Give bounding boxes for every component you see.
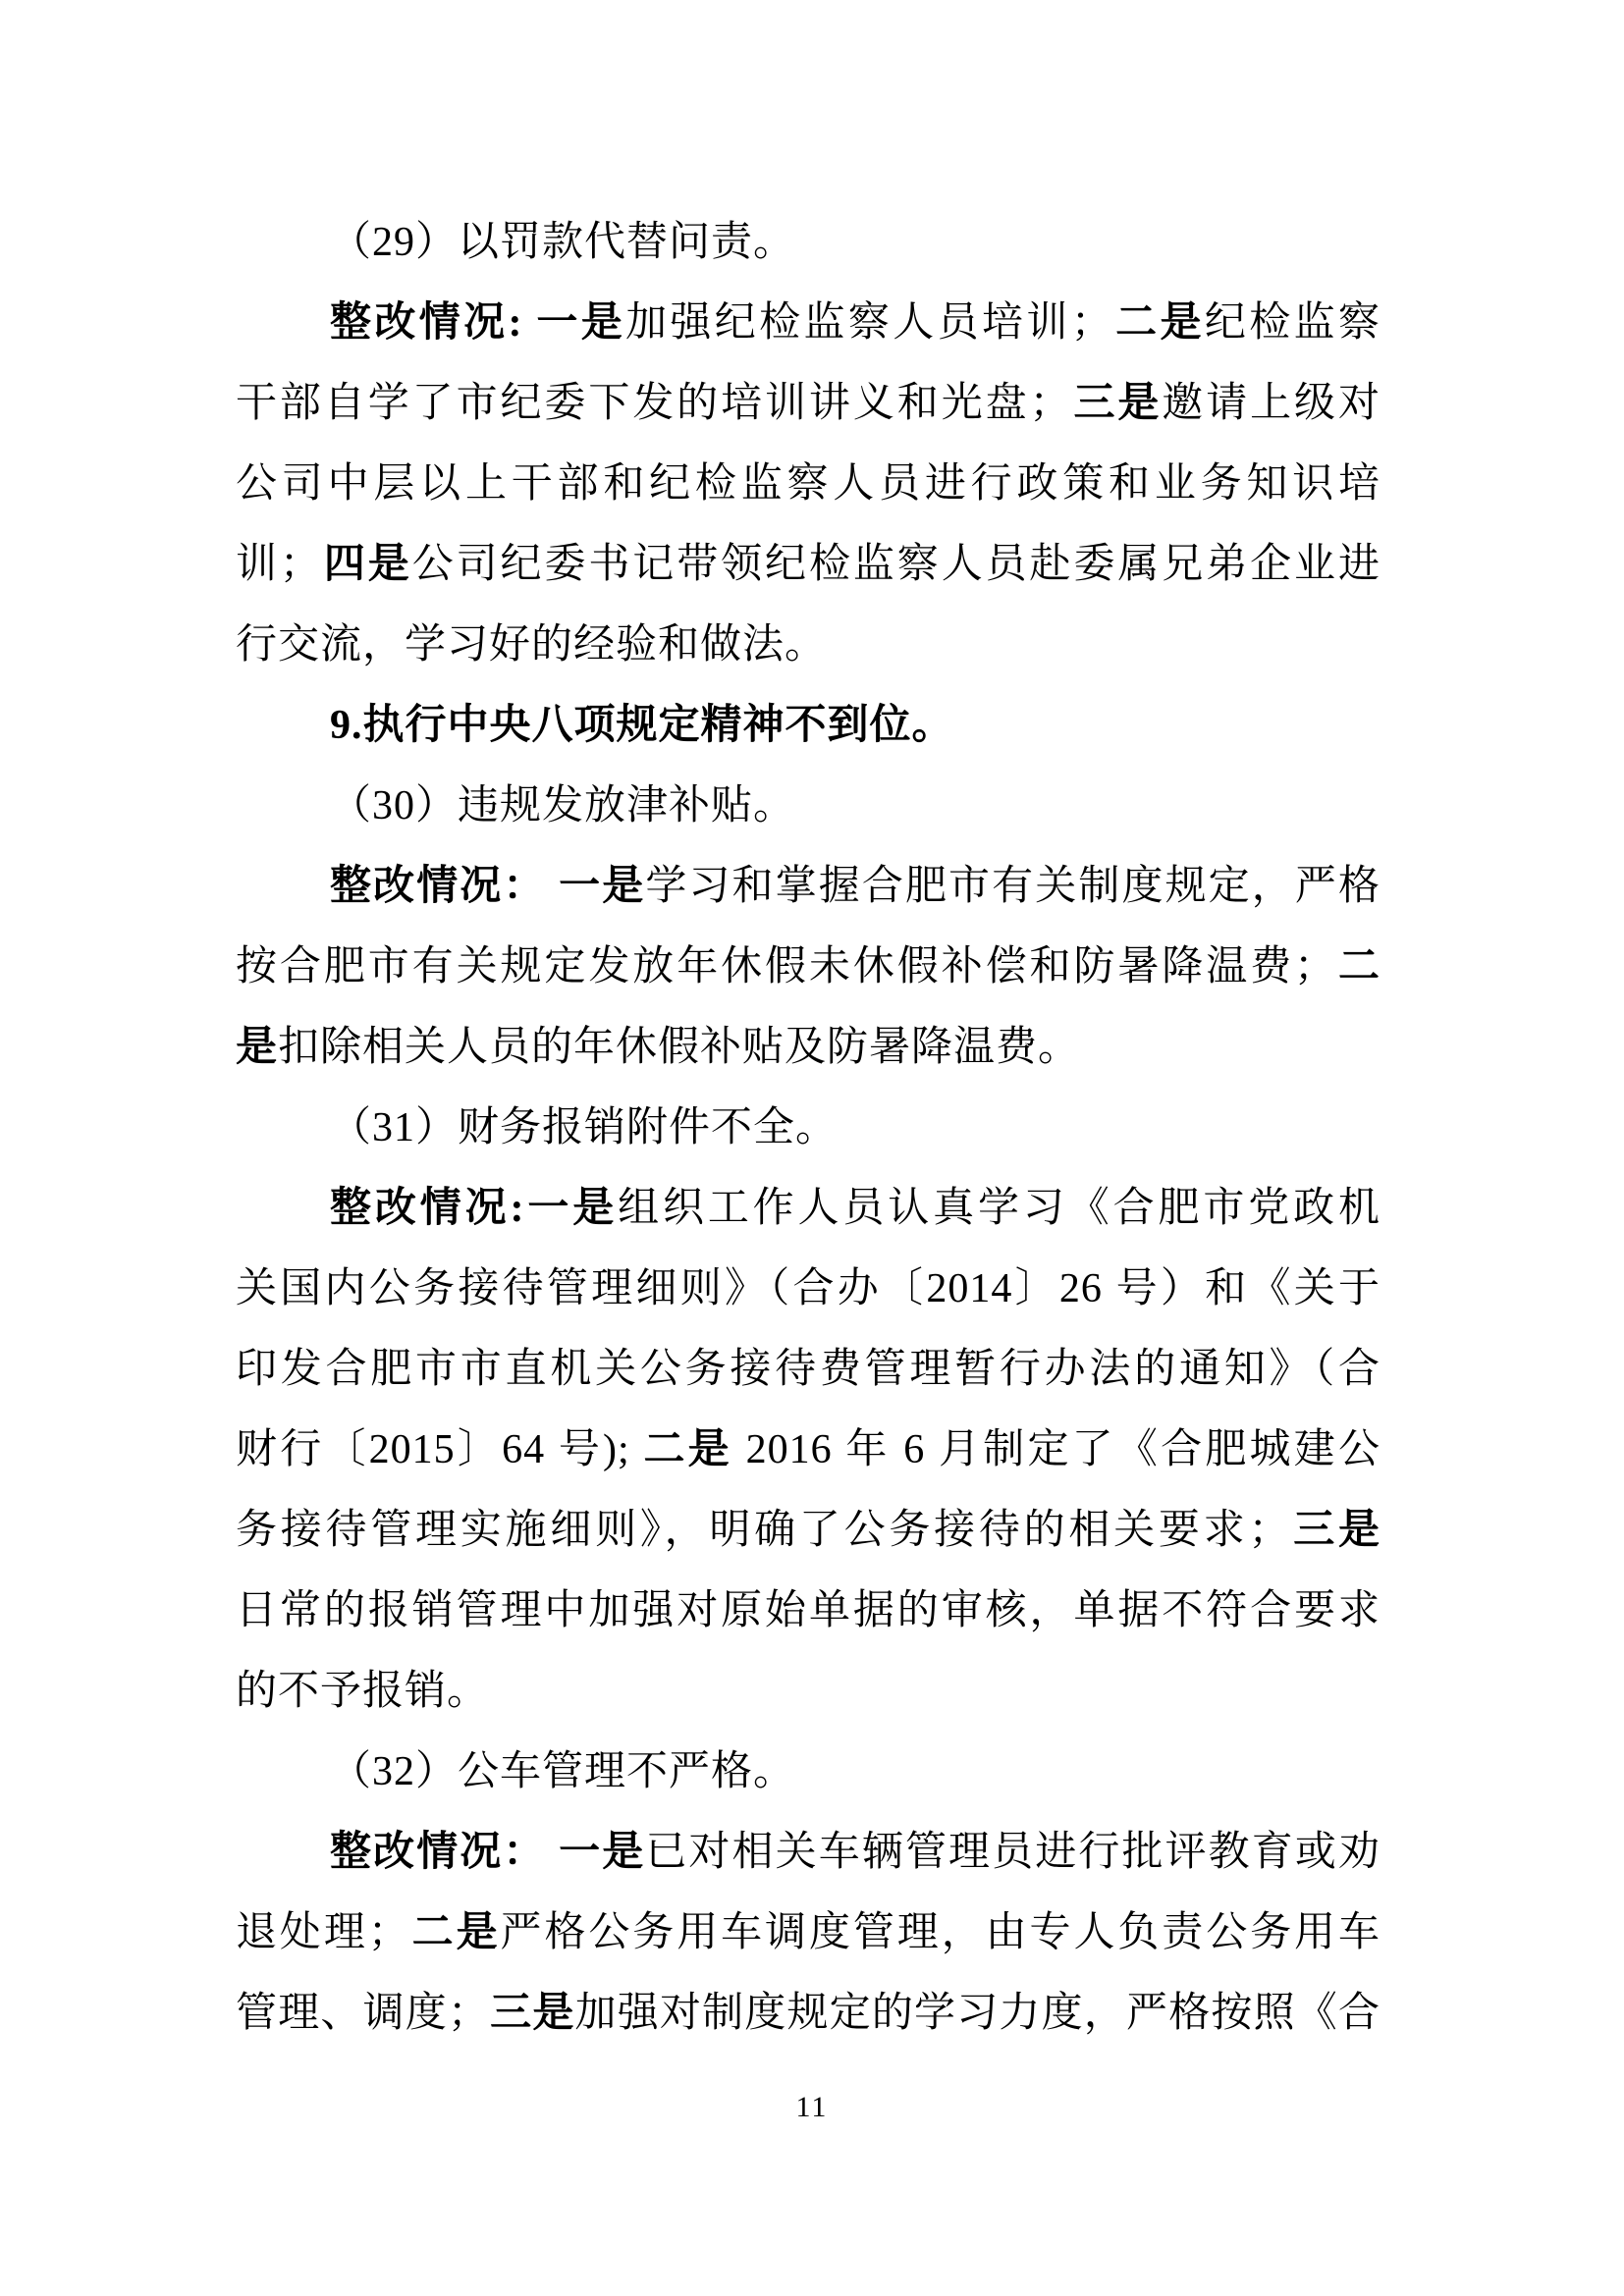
text-segment: 行交流，学习好的经验和做法。 (236, 622, 828, 667)
text-segment: （30）违规发放津补贴。 (330, 783, 796, 828)
text-line (236, 1088, 1380, 1168)
text-segment: 关国内公务接待管理细则》（合办〔2014〕26 号）和《关于 (236, 1266, 1380, 1311)
text-line (236, 1732, 1380, 1812)
text-line (236, 1973, 1380, 2054)
text-segment: 组织工作人员认真学习《合肥市党政机 (618, 1186, 1380, 1231)
text-line (236, 1168, 1380, 1249)
text-line (236, 202, 1380, 283)
text-line (236, 1812, 1380, 1893)
text-line (236, 1249, 1380, 1329)
bold-text-segment: 三是 (1071, 381, 1163, 426)
text-line (236, 524, 1380, 605)
text-line (236, 1007, 1380, 1088)
document-body (236, 202, 1380, 2054)
bold-text-segment: 三是 (489, 1991, 575, 2036)
text-line (236, 605, 1380, 685)
text-line (236, 1329, 1380, 1410)
text-segment: 加强纪检监察人员培训； (625, 300, 1113, 346)
text-segment: 邀请上级对 (1162, 381, 1380, 426)
text-line (236, 283, 1380, 363)
text-line (236, 363, 1380, 444)
text-segment: 日常的报销管理中加强对原始单据的审核，单据不符合要求 (236, 1588, 1380, 1633)
text-line (236, 927, 1380, 1007)
bold-text-segment: 是 (236, 1025, 279, 1070)
bold-text-segment: 四是 (321, 542, 412, 587)
text-segment: 印发合肥市市直机关公务接待费管理暂行办法的通知》（合 (236, 1347, 1380, 1392)
text-segment: 按合肥市有关规定发放年休假未休假补偿和防暑降温费； (236, 944, 1337, 989)
text-segment: 的不予报销。 (236, 1669, 490, 1714)
text-segment: 务接待管理实施细则》，明确了公务接待的相关要求； (236, 1508, 1291, 1553)
text-line (236, 846, 1380, 927)
bold-text-segment: 整改情况:一是 (330, 1186, 619, 1231)
text-line (236, 1651, 1380, 1732)
bold-text-segment: 二是 (643, 1427, 732, 1472)
text-line (236, 685, 1380, 766)
text-segment: 纪检监察 (1204, 300, 1380, 346)
text-segment: 扣除相关人员的年休假补贴及防暑降温费。 (278, 1025, 1081, 1070)
text-line (236, 1490, 1380, 1571)
text-segment: 公司中层以上干部和纪检监察人员进行政策和业务知识培 (236, 461, 1380, 507)
bold-text-segment: 三是 (1290, 1508, 1380, 1553)
text-line (236, 1410, 1380, 1490)
text-segment: 学习和掌握合肥市有关制度规定，严格 (645, 864, 1380, 909)
text-segment: 加强对制度规定的学习力度，严格按照《合 (574, 1991, 1380, 2036)
text-line (236, 444, 1380, 524)
text-line (236, 1571, 1380, 1651)
text-line (236, 1893, 1380, 1973)
text-segment: 训； (236, 542, 322, 587)
text-segment: 严格公务用车调度管理，由专人负责公务用车 (500, 1910, 1380, 1955)
text-segment: 退处理； (236, 1910, 410, 1955)
bold-text-segment: 整改情况: 一是 (330, 300, 626, 346)
text-segment: 已对相关车辆管理员进行批评教育或劝 (645, 1830, 1380, 1875)
text-segment: （31）财务报销附件不全。 (330, 1105, 839, 1150)
text-segment: 干部自学了市纪委下发的培训讲义和光盘； (236, 381, 1072, 426)
bold-text-segment: 二是 (1112, 300, 1205, 346)
bold-text-segment: 整改情况： 一是 (330, 1830, 646, 1875)
text-line (236, 766, 1380, 846)
bold-text-segment: 9.执行中央八项规定精神不到位。 (330, 703, 954, 748)
bold-text-segment: 二 (1336, 944, 1380, 989)
text-segment: （32）公车管理不严格。 (330, 1749, 796, 1794)
text-segment: （29）以罚款代替问责。 (330, 220, 796, 265)
bold-text-segment: 整改情况： 一是 (330, 864, 646, 909)
text-segment: 财行〔2015〕64 号); (236, 1427, 644, 1472)
bold-text-segment: 二是 (409, 1910, 501, 1955)
text-segment: 2016 年 6 月制定了《合肥城建公 (731, 1427, 1380, 1472)
text-segment: 公司纪委书记带领纪检监察人员赴委属兄弟企业进 (411, 542, 1380, 587)
page-number: 11 (795, 2091, 829, 2123)
text-segment: 管理、调度； (236, 1991, 490, 2036)
